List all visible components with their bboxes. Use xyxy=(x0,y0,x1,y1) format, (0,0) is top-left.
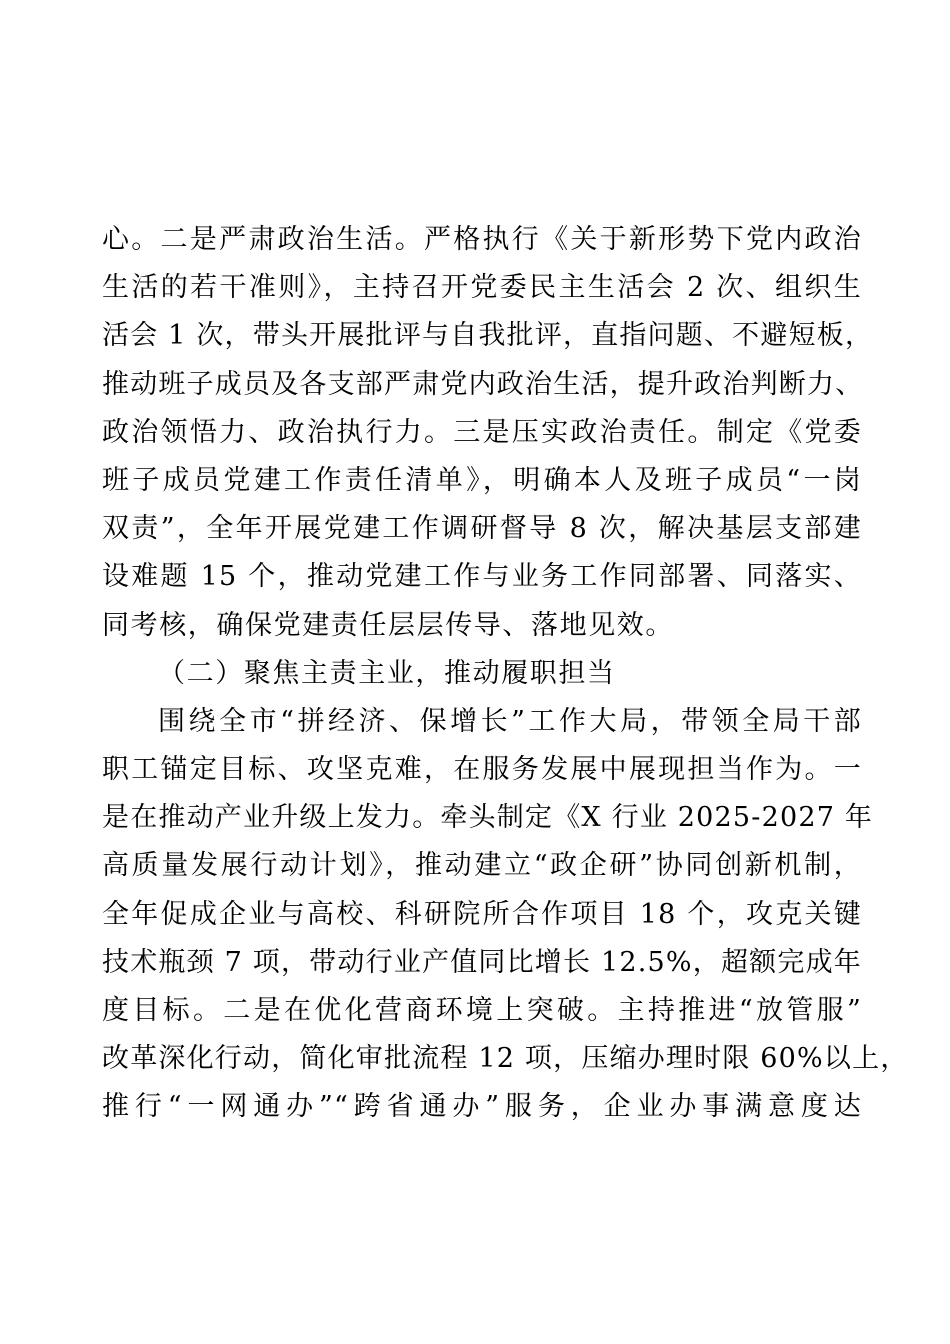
text-line: 设难题 15 个，推动党建工作与业务工作同部署、同落实、 xyxy=(102,561,862,593)
document-body xyxy=(102,216,909,1132)
text-line: 推动班子成员及各支部严肃党内政治生活，提升政治判断力、 xyxy=(102,368,864,400)
paragraph-political-life xyxy=(102,216,874,650)
text-line: 是在推动产业升级上发力。牵头制定《X 行业 2025-2027 年 xyxy=(102,802,874,834)
text-line: 生活的若干准则》，主持召开党委民主生活会 2 次、组织生 xyxy=(102,272,862,304)
text-line: 改革深化行动，简化审批流程 12 项，压缩办理时限 60%以上， xyxy=(102,1043,909,1075)
text-line: 双责”，全年开展党建工作调研督导 8 次，解决基层支部建 xyxy=(102,513,862,545)
text-line: 全年促成企业与高校、科研院所合作项目 18 个，攻克关键 xyxy=(102,898,862,930)
text-line: 推行“一网通办”“跨省通办”服务，企业办事满意度达 xyxy=(102,1091,862,1123)
paragraph-main-duties xyxy=(102,698,909,1132)
text-line: 心。二是严肃政治生活。严格执行《关于新形势下党内政治 xyxy=(102,224,862,255)
text-line: 围绕全市“拼经济、保增长”工作大局，带领全局干部 xyxy=(158,705,862,737)
text-line: 活会 1 次，带头开展批评与自我批评，直指问题、不避短板， xyxy=(102,320,874,352)
text-line: 职工锚定目标、攻坚克难，在服务发展中展现担当作为。一 xyxy=(102,754,862,786)
section-heading: （二）聚焦主责主业，推动履职担当 xyxy=(158,657,616,689)
text-line: 同考核，确保党建责任层层传导、落地见效。 xyxy=(102,609,674,641)
text-line: 度目标。二是在优化营商环境上突破。主持推进“放管服” xyxy=(102,995,862,1026)
text-line: 政治领悟力、政治执行力。三是压实政治责任。制定《党委 xyxy=(102,416,862,448)
text-line: 高质量发展行动计划》，推动建立“政企研”协同创新机制， xyxy=(102,850,862,882)
text-line: 技术瓶颈 7 项，带动行业产值同比增长 12.5%，超额完成年 xyxy=(102,946,862,978)
text-line: 班子成员党建工作责任清单》，明确本人及班子成员“一岗 xyxy=(102,464,862,496)
